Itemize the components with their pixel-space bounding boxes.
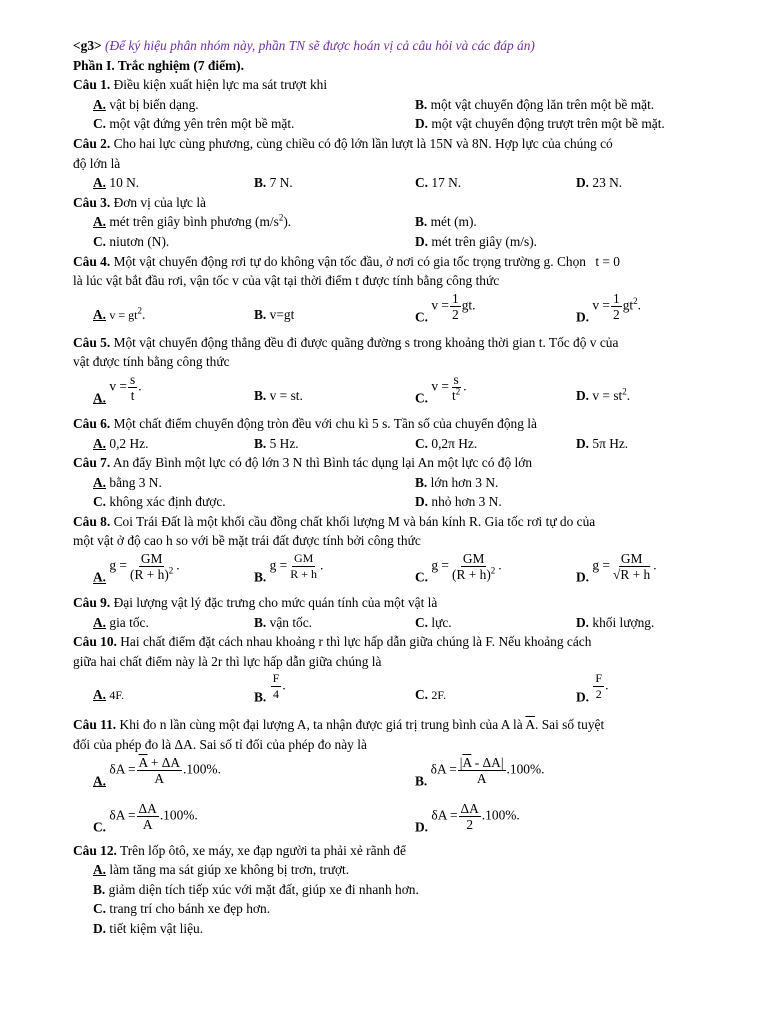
option-a: A. 10 N. bbox=[93, 175, 140, 191]
header-line bbox=[73, 36, 705, 56]
options-row bbox=[73, 671, 705, 713]
question-number: Câu 1. bbox=[73, 77, 111, 93]
option-a: A. g = $\frac{GM}{(R + h)^2}$ . bbox=[93, 551, 180, 585]
option-b: B. g = $\frac{GM}{R + h}$ . bbox=[254, 551, 324, 585]
question-1 bbox=[73, 75, 705, 95]
option-d: D. v = $\frac{1}{2}$ $gt^2$. bbox=[576, 290, 641, 325]
option-d: D. $\frac{F}{2}$ . bbox=[576, 671, 609, 706]
options-row bbox=[73, 173, 705, 193]
question-5: Câu 5. Một vật chuyển động thẳng đều đi được quãng đường s trong khoảng thời gian t. Tốc độ v của vật được tính bằng công thức bbox=[73, 334, 619, 370]
options-row bbox=[73, 551, 705, 593]
option-a: A. $v = gt^2$. bbox=[93, 305, 146, 322]
option-d: D. $v = st^2$. bbox=[576, 386, 631, 403]
option-b: B. 7 N. bbox=[254, 175, 293, 191]
option-a: A. 0,2 Hz. bbox=[93, 435, 149, 451]
option-b: B. giảm diện tích tiếp xúc với mặt đất, giúp xe đi nhanh hơn. bbox=[93, 881, 419, 897]
option-b: B. $\frac{F}{4}$ . bbox=[254, 671, 286, 706]
option-b: B. lớn hơn 3 N. bbox=[415, 474, 499, 490]
option-b: B. mét (m). bbox=[415, 214, 477, 230]
option-c: C. v = $\frac{1}{2}$ gt. bbox=[415, 290, 476, 325]
question-9: Câu 9. Đại lượng vật lý đặc trưng cho mức quán tính của một vật là bbox=[73, 595, 438, 611]
options-row bbox=[73, 212, 705, 232]
options-row bbox=[73, 95, 705, 115]
option-b: B. 5 Hz. bbox=[254, 435, 299, 451]
option-c: C. 2F. bbox=[415, 687, 447, 703]
option-d: D. δA = $\frac{\Delta A}{2}$ .100%. bbox=[415, 800, 520, 835]
option-a: A. bằng 3 N. bbox=[93, 474, 162, 490]
option-c: C. không xác định được. bbox=[93, 494, 226, 510]
option-a: A. làm tăng ma sát giúp xe không bị trơn, trượt. bbox=[93, 862, 350, 878]
option-c: C. g = $\frac{GM}{(R + h)^2}$ . bbox=[415, 551, 502, 585]
options-row bbox=[73, 613, 705, 633]
option-b: B. một vật chuyển động lăn trên một bề mặt. bbox=[415, 96, 655, 112]
group-tag: <g3> bbox=[73, 38, 102, 53]
options-row bbox=[73, 755, 705, 801]
options-row bbox=[73, 372, 705, 414]
options-row bbox=[73, 434, 705, 454]
options-row bbox=[73, 291, 705, 333]
question-8: Câu 8. Coi Trái Đất là một khối cầu đồng chất khối lượng M và bán kính R. Gia tốc rơi tự do của một vật ở độ cao h so với bề mặt trái đất được tính bởi công thức bbox=[73, 513, 596, 549]
option-b: B. vận tốc. bbox=[254, 614, 313, 630]
option-b: B. v = st. bbox=[254, 387, 303, 403]
option-a: A. mét trên giây bình phương $(m/s^2)$. bbox=[93, 212, 292, 230]
option-c: C. 17 N. bbox=[415, 175, 462, 191]
option-a: A. vật bị biến dạng. bbox=[93, 96, 199, 112]
option-c: C. δA = $\frac{\Delta A}{A}$ .100%. bbox=[93, 800, 198, 835]
option-c: C. một vật đứng yên trên một bề mặt. bbox=[93, 116, 295, 132]
question-7: Câu 7. An đẩy Bình một lực có độ lớn 3 N thì Bình tác dụng lại An một lực có độ lớn bbox=[73, 455, 533, 471]
question-11: Câu 11. Khi đo n lần cùng một đại lượng A, ta nhận được giá trị trung bình của A là $\overline{A}$. Sai số tuyệt đối của phép đo là ΔA. Sai số tỉ đối của phép đo này là bbox=[73, 717, 605, 753]
option-d: D. tiết kiệm vật liệu. bbox=[93, 921, 204, 936]
option-c: C. 0,2π Hz. bbox=[415, 435, 478, 451]
option-b: B. δA = $\frac{|\overline{A} - \Delta A|}{A}$ .100%. bbox=[415, 754, 545, 789]
question-6: Câu 6. Một chất điểm chuyển động tròn đều với chu kì 5 s. Tần số của chuyển động là bbox=[73, 415, 537, 431]
question-10: Câu 10. Hai chất điểm đặt cách nhau khoảng r thì lực hấp dẫn giữa chúng là F. Nếu khoảng cách giữa hai chất điểm này là 2r thì lực hấp dẫn giữa chúng là bbox=[73, 634, 592, 669]
option-c: C. trang trí cho bánh xe đẹp hơn. bbox=[93, 901, 271, 917]
option-c: C. v = $\frac{s}{t^2}$ . bbox=[415, 371, 467, 406]
option-a: A. v = $\frac{s}{t}$ . bbox=[93, 371, 142, 406]
question-2: Câu 2. Cho hai lực cùng phương, cùng chiều có độ lớn lần lượt là 15N và 8N. Hợp lực của chúng có độ lớn là bbox=[73, 135, 613, 171]
option-d: D. 5π Hz. bbox=[576, 435, 629, 451]
question-text: Điều kiện xuất hiện lực ma sát trượt khi bbox=[113, 77, 328, 93]
option-c: C. niutơn (N). bbox=[93, 233, 170, 249]
options-row bbox=[73, 232, 705, 252]
option-a: A. 4F. bbox=[93, 687, 125, 703]
option-c: C. lực. bbox=[415, 614, 452, 630]
options-row bbox=[73, 492, 705, 512]
option-d: D. mét trên giây (m/s). bbox=[415, 233, 537, 249]
question-4: Câu 4. Một vật chuyển động rơi tự do không vận tốc đầu, ở nơi có gia tốc trọng trường g. Chọn t = 0 là lúc vật bắt đầu rơi, vận tốc v của vật tại thời điểm t được tính bằng công thức bbox=[73, 253, 620, 289]
option-a: A. gia tốc. bbox=[93, 614, 149, 630]
option-d: D. 23 N. bbox=[576, 175, 623, 191]
option-d: D. nhỏ hơn 3 N. bbox=[415, 494, 502, 510]
option-b: B. v=gt bbox=[254, 306, 295, 322]
exam-page bbox=[73, 36, 705, 939]
options-row bbox=[73, 473, 705, 493]
options-row bbox=[73, 114, 705, 134]
option-d: D. g = $\frac{GM}{√R + h}$ . bbox=[576, 551, 657, 585]
option-d: D. khối lượng. bbox=[576, 614, 655, 630]
question-12: Câu 12. Trên lốp ôtô, xe máy, xe đạp người ta phải xẻ rãnh để bbox=[73, 842, 406, 858]
part-title: Phần I. Trắc nghiệm (7 điểm). bbox=[73, 57, 244, 73]
question-3: Câu 3. Đơn vị của lực là bbox=[73, 194, 206, 210]
option-d: D. một vật chuyển động trượt trên một bề mặt. bbox=[415, 116, 665, 132]
options-row bbox=[73, 801, 705, 841]
group-note: (Để ký hiệu phân nhóm này, phần TN sẽ được hoán vị cả câu hỏi và các đáp án) bbox=[105, 38, 535, 53]
option-a: A. δA = $\frac{\overline{A} + \Delta A}{A}$ .100%. bbox=[93, 754, 221, 789]
